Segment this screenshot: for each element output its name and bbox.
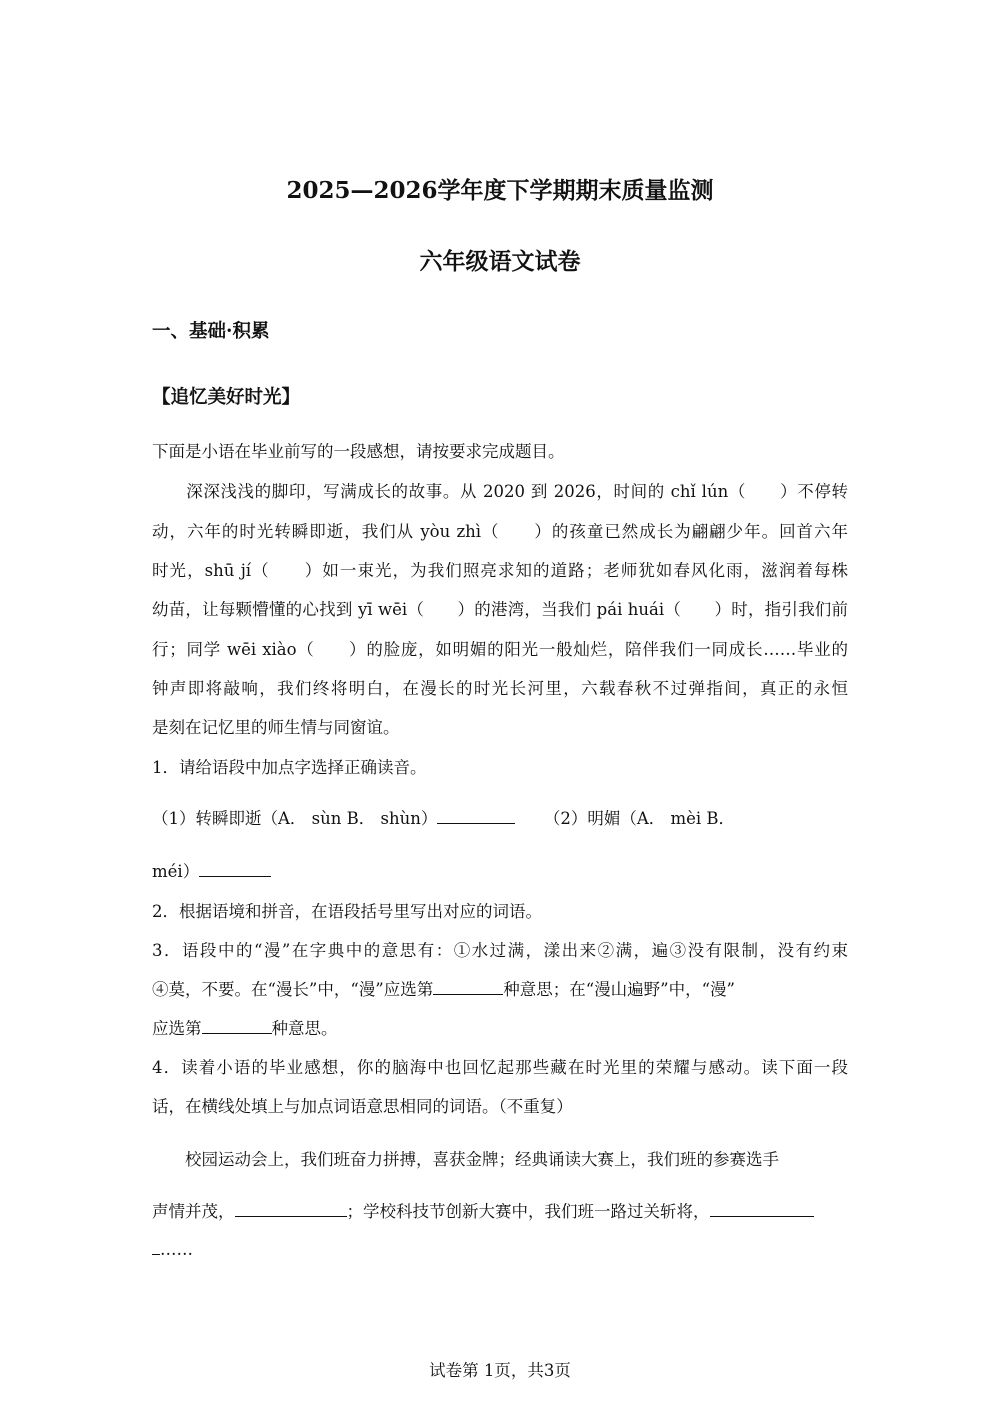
section-subheading: 【追忆美好时光】	[152, 387, 301, 408]
passage-line: 行；同学 wēi xiào（ ）的脸庞，如明媚的阳光一般灿烂，陪伴我们一同成长……毕业的	[152, 640, 848, 659]
passage-line: 是刻在记忆里的师生情与同窗谊。	[152, 718, 400, 737]
page-subtitle: 六年级语文试卷	[419, 248, 581, 275]
passage-line: 幼苗，让每颗懵懂的心找到 yī wēi（ ）的港湾，当我们 pái huái（ ）时，指引我们前	[152, 600, 848, 619]
question-3: 3．语段中的“漫”在字典中的意思有：①水过满，漾出来②满，遍③没有限制，没有约束	[152, 941, 848, 960]
passage-line: 深深浅浅的脚印，写满成长的故事。从 2020 到 2026，时间的 chǐ lún（ ）不停转	[152, 482, 848, 501]
answer-blank[interactable]	[152, 1238, 160, 1255]
question-3-line3: 应选第 种意思。	[152, 1019, 338, 1038]
question-1-options	[152, 805, 735, 829]
answer-blank[interactable]	[437, 807, 515, 824]
answer-blank[interactable]	[199, 860, 271, 877]
question-3-line2: ④莫，不要。在“漫长”中，“漫”应选第 种意思；在“漫山遍野”中，“漫”	[152, 980, 735, 999]
q1-part1: （1）转瞬即逝（A． sùn B． shùn）	[152, 809, 438, 828]
q1-part2: （2）明媚（A． mèi B．	[543, 809, 736, 828]
answer-blank[interactable]	[202, 1017, 272, 1034]
question-2: 2．根据语境和拼音，在语段括号里写出对应的词语。	[152, 902, 542, 921]
page-footer: 试卷第 1页，共3页	[429, 1361, 571, 1380]
answer-blank[interactable]	[235, 1200, 347, 1217]
answer-blank[interactable]	[433, 978, 503, 995]
question-4: 4．读着小语的毕业感想，你的脑海中也回忆起那些藏在时光里的荣耀与感动。读下面一段	[152, 1058, 848, 1077]
q4-passage-line: 声情并茂， ；学校科技节创新大赛中，我们班一路过关斩将，	[152, 1198, 814, 1222]
q4-passage-line: 校园运动会上，我们班奋力拼搏，喜获金牌；经典诵读大赛上，我们班的参赛选手	[152, 1150, 779, 1169]
section-heading: 一、基础·积累	[152, 321, 270, 342]
question-4-line2: 话，在横线处填上与加点词语意思相同的词语。（不重复）	[152, 1097, 573, 1116]
question-1: 1．请给语段中加点字选择正确读音。	[152, 758, 427, 777]
answer-blank[interactable]	[710, 1200, 814, 1217]
page-title: 2025—2026学年度下学期期末质量监测	[286, 177, 714, 204]
question-1-continued: méi）	[152, 858, 271, 882]
passage-line: 钟声即将敲响，我们终将明白，在漫长的时光长河里，六载春秋不过弹指间，真正的永恒	[152, 679, 848, 698]
intro-text: 下面是小语在毕业前写的一段感想，请按要求完成题目。	[152, 442, 565, 461]
passage-line: 时光，shū jí（ ）如一束光，为我们照亮求知的道路；老师犹如春风化雨，滋润着每株	[152, 561, 848, 580]
passage-line: 动，六年的时光转瞬即逝，我们从 yòu zhì（ ）的孩童已然成长为翩翩少年。回首六年	[152, 522, 848, 541]
q4-passage-line: ……	[152, 1238, 193, 1259]
